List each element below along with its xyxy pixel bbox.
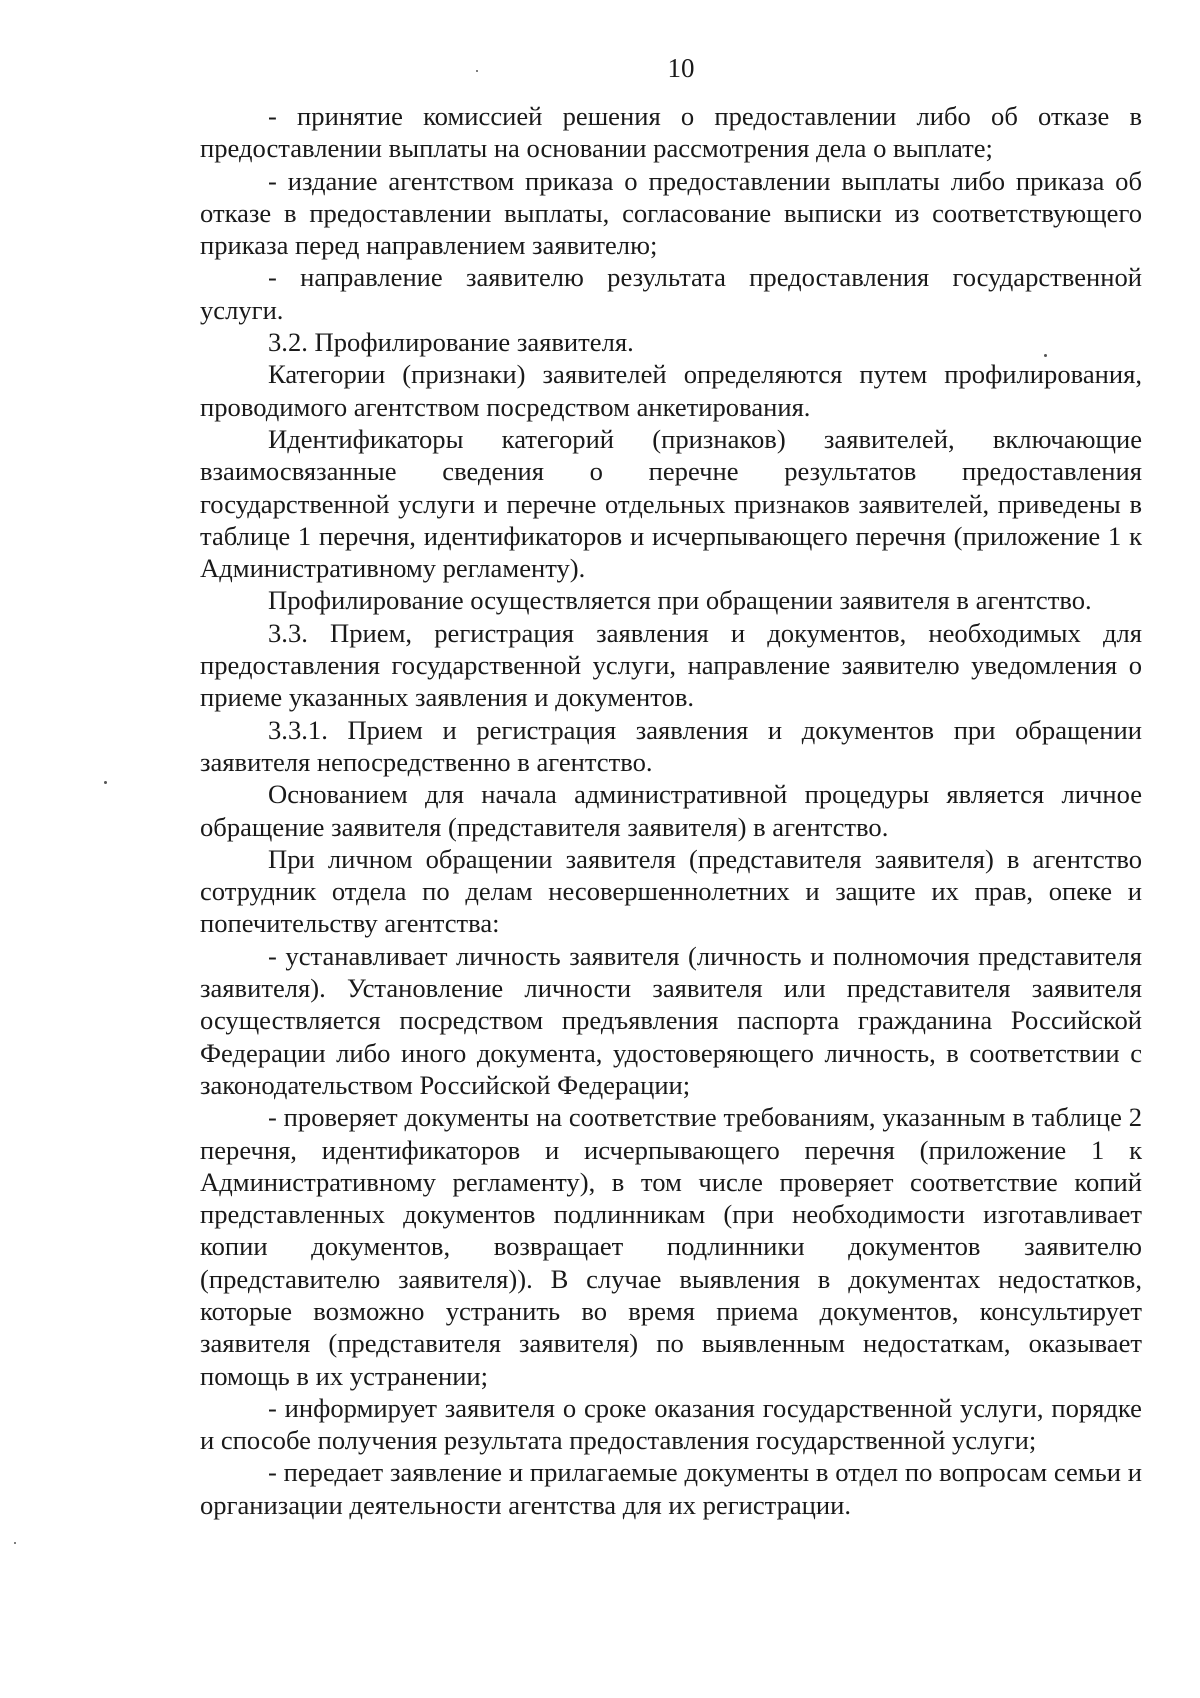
list-item: - информирует заявителя о сроке оказания государственной услуги, порядке и способе получения результата предоставления государственной услуги; xyxy=(200,1392,1142,1456)
page-number: 10 xyxy=(667,53,695,83)
paragraph: - издание агентством приказа о предоставлении выплаты либо приказа об отказе в предоставлении выплаты, согласование выписки из соответствующего приказа перед направлением заявителю; xyxy=(200,165,1142,261)
scan-speck xyxy=(1044,354,1047,357)
section-heading: 3.3. Прием, регистрация заявления и документов, необходимых для предоставления государственной услуги, направление заявителю уведомления о приеме указанных заявления и документов. xyxy=(200,617,1142,713)
paragraph: - направление заявителю результата предоставления государственной услуги. xyxy=(200,262,1142,325)
subsection-heading: 3.3.1. Прием и регистрация заявления и документов при обращении заявителя непосредственно в агентство. xyxy=(200,714,1142,777)
document-page xyxy=(200,50,1142,1521)
paragraph: Основанием для начала административной процедуры является личное обращение заявителя (представителя заявителя) в агентство. xyxy=(200,779,1142,842)
paragraph: Идентификаторы категорий (признаков) заявителей, включающие взаимосвязанные сведения о перечне результатов предоставления государственной услуги и перечне отдельных признаков заявителей, приведены в таблице 1 перечня, идентификаторов и исчерпывающего перечня (приложение 1 к Административному регламенту). xyxy=(200,423,1142,584)
paragraph: - принятие комиссией решения о предоставлении либо об отказе в предоставлении выплаты на основании рассмотрения дела о выплате; xyxy=(200,101,1142,164)
list-item: - проверяет документы на соответствие требованиям, указанным в таблице 2 перечня, идентификаторов и исчерпывающего перечня (приложение 1 к Административному регламенту), в том числе проверяет соответствие копий представленных документов подлинникам (при необходимости изготавливает копии документов, возвращает подлинники документов заявителю (представителю заявителя)). В случае выявления в документах недостатков, которые возможно устранить во время приема документов, консультирует заявителя (представителя заявителя) по выявленным недостаткам, оказывает помощь в их устранении; xyxy=(200,1102,1142,1391)
document-body xyxy=(200,100,1142,1521)
paragraph: Категории (признаки) заявителей определяются путем профилирования, проводимого агентством посредством анкетирования. xyxy=(200,359,1142,422)
list-item: - передает заявление и прилагаемые документы в отдел по вопросам семьи и организации деятельности агентства для их регистрации. xyxy=(200,1457,1142,1520)
scan-speck xyxy=(476,70,478,72)
paragraph: При личном обращении заявителя (представителя заявителя) в агентство сотрудник отдела по делам несовершеннолетних и защите их прав, опеке и попечительству агентства: xyxy=(200,843,1142,939)
paragraph: Профилирование осуществляется при обращении заявителя в агентство. xyxy=(268,585,1092,616)
section-heading: 3.2. Профилирование заявителя. xyxy=(268,327,634,358)
list-item: - устанавливает личность заявителя (личность и полномочия представителя заявителя). Установление личности заявителя или представителя заявителя осуществляется посредством предъявления паспорта гражданина Российской Федерации либо иного документа, удостоверяющего личность, в соответствии с законодательством Российской Федерации; xyxy=(200,940,1142,1100)
scan-speck xyxy=(104,781,107,784)
scan-speck xyxy=(14,1542,16,1544)
